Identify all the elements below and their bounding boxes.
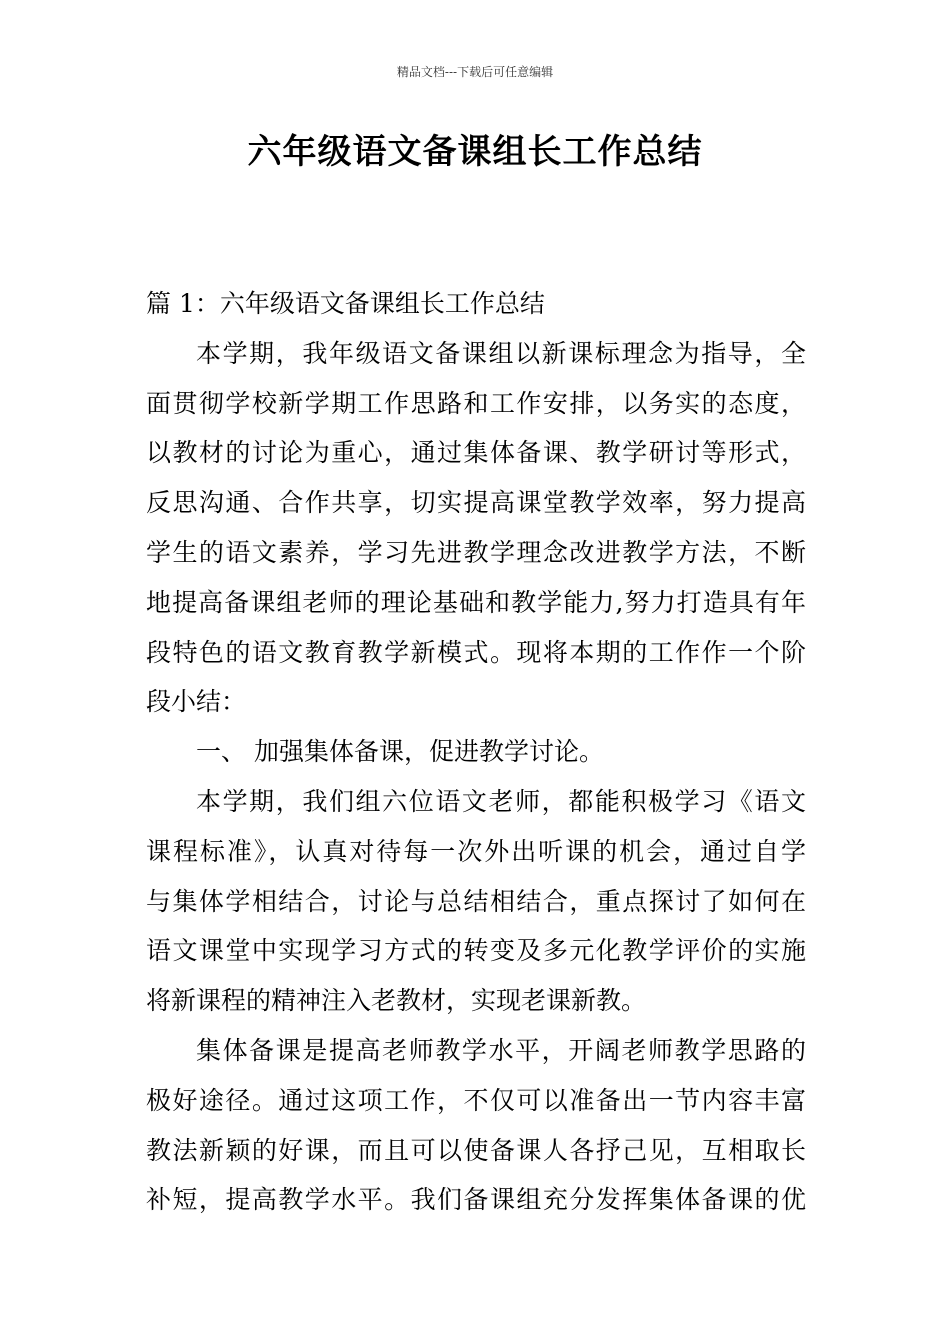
text-line: 将新课程的精神注入老教材，实现老课新教。 <box>146 986 647 1016</box>
document-title: 六年级语文备课组长工作总结 <box>247 132 703 172</box>
text-line: 语文课堂中实现学习方式的转变及多元化教学评价的实施 <box>146 936 806 966</box>
text-line: 与集体学相结合，讨论与总结相结合，重点探讨了如何在 <box>146 886 806 916</box>
text-line: 补短，提高教学水平。我们备课组充分发挥集体备课的优 <box>146 1185 806 1215</box>
text-line: 篇 1：六年级语文备课组长工作总结 <box>146 289 545 318</box>
text-line: 地提高备课组老师的理论基础和教学能力,努力打造具有年 <box>146 587 806 617</box>
text-line: 本学期，我年级语文备课组以新课标理念为指导，全 <box>196 338 806 368</box>
header-note: 精品文档---下载后可任意编辑 <box>396 65 554 79</box>
text-line: 本学期，我们组六位语文老师，都能积极学习《语文 <box>196 786 806 816</box>
text-line: 集体备课是提高老师教学水平，开阔老师教学思路的 <box>196 1035 806 1065</box>
text-line: 段小结： <box>146 687 247 717</box>
text-line: 段特色的语文教育教学新模式。现将本期的工作作一个阶 <box>146 637 806 667</box>
text-line: 以教材的讨论为重心，通过集体备课、教学研讨等形式， <box>146 438 806 468</box>
text-line: 教法新颖的好课，而且可以使备课人各抒己见，互相取长 <box>146 1135 806 1165</box>
body-text <box>146 279 806 1225</box>
text-line: 极好途径。通过这项工作，不仅可以准备出一节内容丰富 <box>146 1085 806 1115</box>
text-line: 面贯彻学校新学期工作思路和工作安排，以务实的态度， <box>146 388 806 418</box>
text-line: 一、 加强集体备课，促进教学讨论。 <box>196 737 604 767</box>
text-line: 反思沟通、合作共享，切实提高课堂教学效率，努力提高 <box>146 488 806 518</box>
text-line: 学生的语文素养，学习先进教学理念改进教学方法，不断 <box>146 537 806 567</box>
text-line: 课程标准》，认真对待每一次外出听课的机会，通过自学 <box>146 836 806 866</box>
